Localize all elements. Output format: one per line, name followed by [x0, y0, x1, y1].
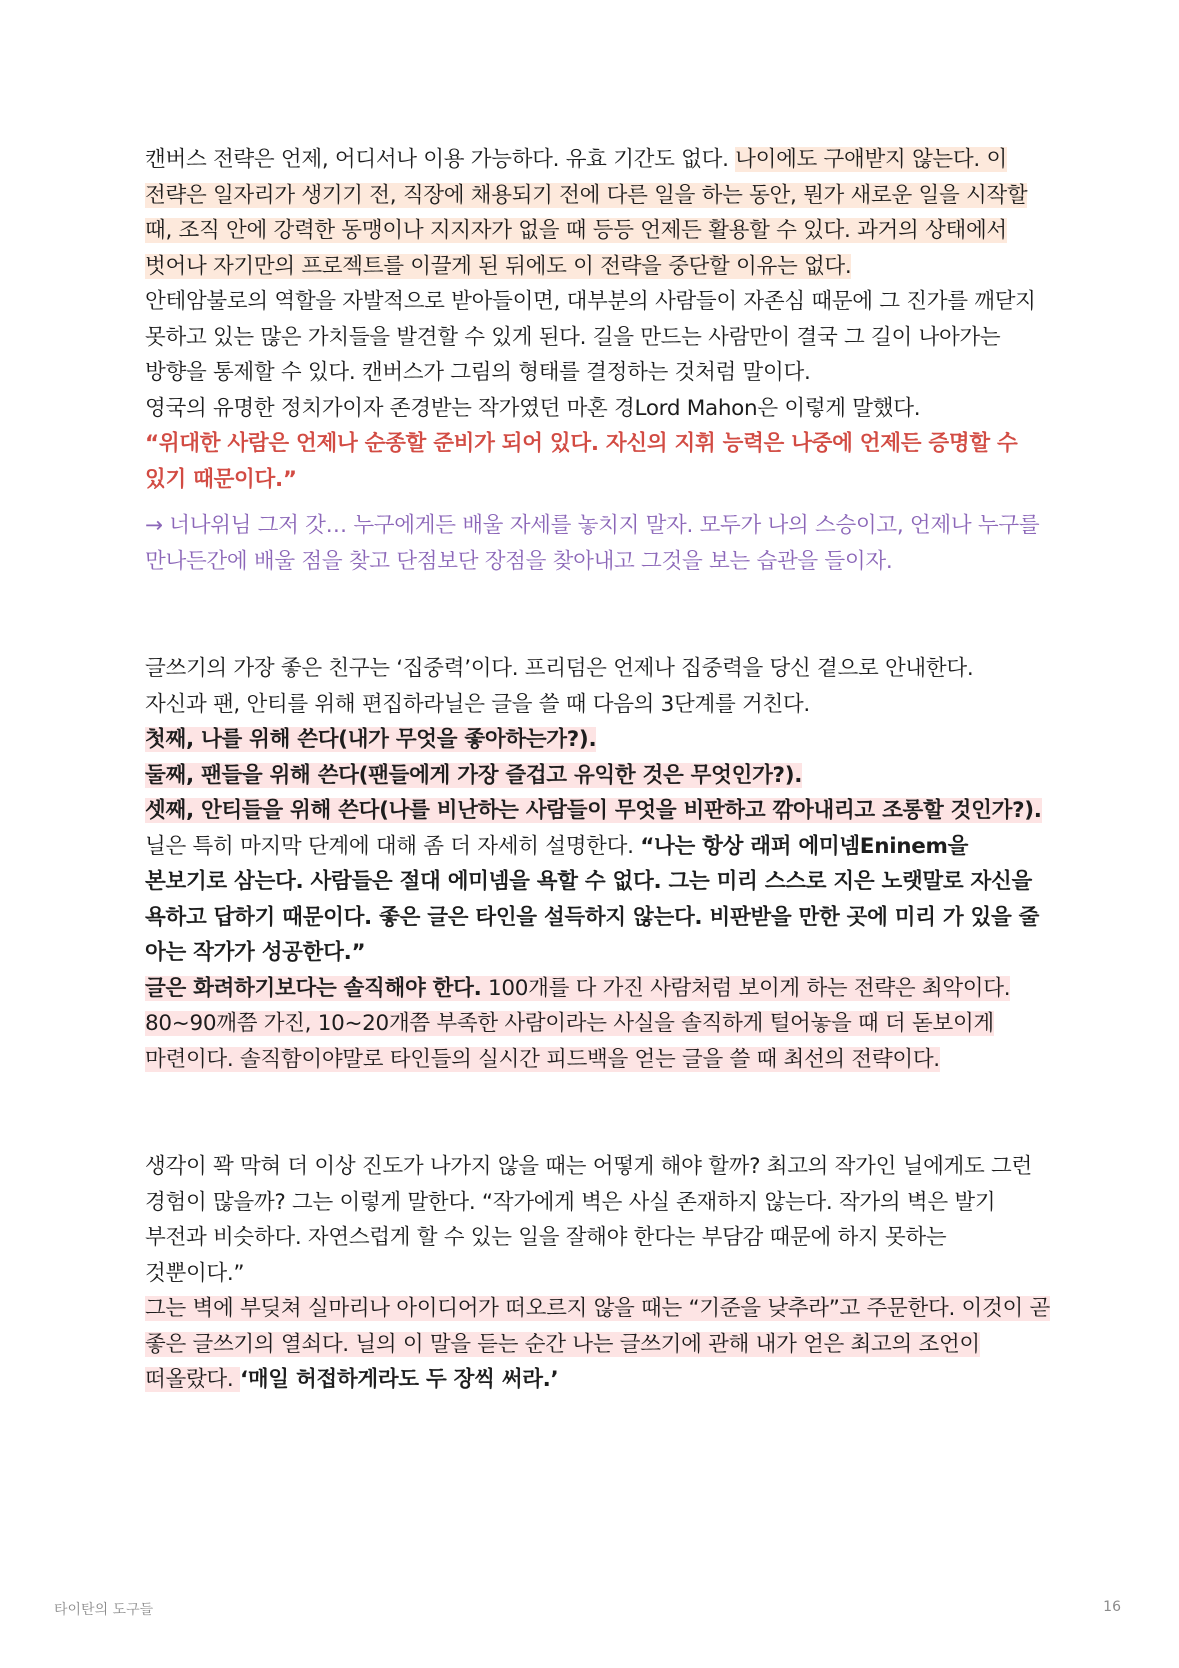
- paragraph-eminem: [145, 829, 1050, 971]
- step-three: 셋째, 안티들을 위해 쓴다(나를 비난하는 사람들이 무엇을 비판하고 깎아내리고 조롱할 것인가?).: [145, 798, 1042, 823]
- paragraph-honesty: [145, 971, 1050, 1078]
- paragraph-lower-standards: [145, 1291, 1050, 1398]
- honesty-body: 100개를 다 가진 사람처럼 보이게 하는 전략은 최악이다. 80~90깨쯤 가진, 10~20개쯤 부족한 사람이라는 사실을 솔직하게 털어놓을 때 더 돋보이게 마련이다. 솔직함이야말로 타인들의 실시간 피드백을 얻는 글을 쓸 때 최선의 전략이다.: [145, 975, 1011, 1072]
- eminem-intro: 닐은 특히 마지막 단계에 대해 좀 더 자세히 설명한다.: [145, 833, 641, 859]
- paragraph-anteambulo: 안테암불로의 역할을 자발적으로 받아들이면, 대부분의 사람들이 자존심 때문에 그 진가를 깨닫지 못하고 있는 많은 가치들을 발견할 수 있게 된다. 길을 만드는 사람만이 결국 그 길이 나아가는 방향을 통제할 수 있다. 캔버스가 그림의 형태를 결정하는 것처럼 말이다.: [145, 289, 1036, 385]
- spacer: [145, 497, 1050, 508]
- paragraph-lord-mahon: 영국의 유명한 정치가이자 존경받는 작가였던 마혼 경Lord Mahon은 이렇게 말했다.: [145, 395, 921, 421]
- footer-book-title: 타이탄의 도구들: [54, 1602, 154, 1618]
- step-two: 둘째, 팬들을 위해 쓴다(팬들에게 가장 즐겁고 유익한 것은 무엇인가?).: [145, 762, 803, 788]
- section-spacer: [145, 579, 1050, 651]
- eminem-quote: “나는 항상 래퍼 에미넴Eninem을 본보기로 삼는다. 사람들은 절대 에미넴을 욕할 수 없다. 그는 미리 스스로 지은 노랫말로 자신을 욕하고 답하기 때문이다. 좋은 글은 타인을 설득하지 않는다. 비판받을 만한 곳에 미리 가 있을 줄 아는 작가가 성공한다.”: [145, 833, 1040, 965]
- highlighted-passage: 나이에도 구애받지 않는다. 이 전략은 일자리가 생기기 전, 직장에 채용되기 전에 다른 일을 하는 동안, 뭔가 새로운 일을 시작할 때, 조직 안에 강력한 동맹이나 지지자가 없을 때 등등 언제든 활용할 수 있다. 과거의 상태에서 벗어나 자기만의 프로젝트를 이끌게 된 뒤에도 이 전략을 중단할 이유는 없다.: [145, 147, 1028, 279]
- canvas-strategy-intro: 캔버스 전략은 언제, 어디서나 이용 가능하다. 유효 기간도 없다.: [145, 147, 736, 172]
- honesty-heading: 글은 화려하기보다는 솔직해야 한다.: [145, 975, 482, 1001]
- quote-lord-mahon: “위대한 사람은 언제나 순종할 준비가 되어 있다. 자신의 지휘 능력은 나중에 언제든 증명할 수 있기 때문이다.”: [145, 431, 1018, 492]
- paragraph-three-steps-intro: 자신과 팬, 안티를 위해 편집하라닐은 글을 쓸 때 다음의 3단계를 거친다.: [145, 691, 810, 717]
- paragraph-canvas-strategy: [145, 142, 1050, 284]
- paragraph-focus: 글쓰기의 가장 좋은 친구는 ‘집중력’이다. 프리덤은 언제나 집중력을 당신 곁으로 안내한다.: [145, 656, 974, 681]
- paragraph-writers-block: 생각이 꽉 막혀 더 이상 진도가 나가지 않을 때는 어떻게 해야 할까? 최고의 작가인 닐에게도 그런 경험이 많을까? 그는 이렇게 말한다. “작가에게 벽은 사실 존재하지 않는다. 작가의 벽은 발기 부전과 비슷하다. 자연스럽게 할 수 있는 일을 잘해야 한다는 부담감 때문에 하지 못하는 것뿐이다.”: [145, 1154, 1032, 1286]
- footer-page-number: 16: [1103, 1599, 1121, 1615]
- page-content: [145, 142, 1050, 1398]
- lower-standards-text: 그는 벽에 부딪쳐 실마리나 아이디어가 떠오르지 않을 때는 “기준을 낮추라”고 주문한다. 이것이 곧 좋은 글쓰기의 열쇠다. 닐의 이 말을 듣는 순간 나는 글쓰기에 관해 내가 얻은 최고의 조언이 떠올랐다.: [145, 1296, 1050, 1392]
- daily-writing-advice: ‘매일 허접하게라도 두 장씩 써라.’: [239, 1367, 559, 1392]
- section-spacer: [145, 1077, 1050, 1149]
- reader-note: → 너나위님 그저 갓… 누구에게든 배울 자세를 놓치지 말자. 모두가 나의 스승이고, 언제나 누구를 만나든간에 배울 점을 찾고 단점보단 장점을 찾아내고 그것을 보는 습관을 들이자.: [145, 513, 1040, 574]
- step-one: 첫째, 나를 위해 쓴다(내가 무엇을 좋아하는가?).: [145, 727, 597, 752]
